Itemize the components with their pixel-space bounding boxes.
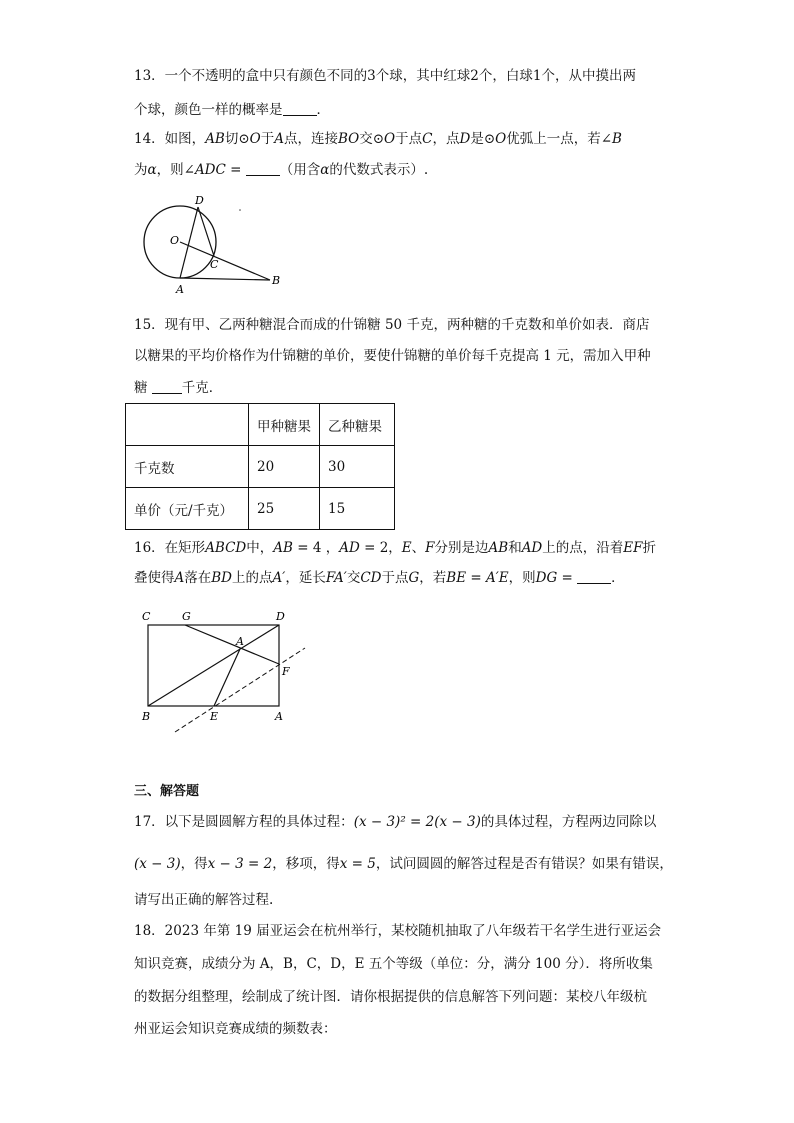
label-b: B <box>272 274 281 287</box>
q16-text: 叠使得 <box>134 570 175 586</box>
q14-text: ，点 <box>432 131 460 147</box>
answer-blank-15[interactable] <box>152 379 182 394</box>
label-a-prime: A <box>236 635 244 648</box>
label-d: D <box>276 610 285 623</box>
candy-table <box>125 403 395 530</box>
table-header-cell <box>126 404 249 446</box>
table-cell: 20 <box>249 446 320 488</box>
q18-line4: 州亚运会知识竞赛成绩的频数表： <box>134 1021 337 1037</box>
q16-var: AB <box>488 540 509 556</box>
q14-var: B <box>612 131 622 147</box>
label-f: F <box>282 665 290 678</box>
q14-var: ⊙O <box>238 131 261 147</box>
q13-line2-text: 个球，颜色一样的概率是 <box>134 102 283 118</box>
q16-text: ，延长 <box>285 570 326 586</box>
q14-text: 的代数式表示）. <box>329 162 429 178</box>
q14-text: 交 <box>359 131 373 147</box>
q13-line1: 13．一个不透明的盒中只有颜色不同的3个球，其中红球2个，白球1个，从中摸出两 <box>134 68 636 84</box>
q16-var: EF <box>623 540 643 556</box>
q16-text: ，则 <box>508 570 536 586</box>
q16-text: 和 <box>508 540 522 556</box>
answer-blank-16[interactable] <box>577 569 611 584</box>
q16-text: = 2， <box>359 540 402 556</box>
table-cell: 千克数 <box>126 446 249 488</box>
q17-equation: (x − 3) <box>134 856 181 872</box>
label-a: A <box>176 283 184 296</box>
figure-circle-tangent <box>130 190 300 300</box>
q16-text: 16．在矩形 <box>134 540 206 556</box>
label-c: C <box>210 258 219 271</box>
q14-text: 于 <box>260 131 275 147</box>
q16-var: E <box>401 540 412 556</box>
q16-line2 <box>134 568 674 588</box>
label-d: D <box>195 194 204 207</box>
q16-var: AB <box>273 540 293 556</box>
q17-text: 17．以下是圆圆解方程的具体过程： <box>134 814 354 830</box>
q16-var: ABCD <box>205 540 247 556</box>
q17-line1 <box>134 812 674 832</box>
q16-text: 分别是边 <box>434 540 489 556</box>
q14-text: 点，连接 <box>284 131 338 147</box>
q14-text: = <box>225 162 246 178</box>
q14-var: BO <box>338 131 360 147</box>
answer-blank-14[interactable] <box>246 161 280 176</box>
q14-text: 切 <box>224 131 239 147</box>
q16-var: BD <box>211 570 232 586</box>
section-heading: 三、解答题 <box>134 784 200 799</box>
q16-text: 交 <box>346 570 361 586</box>
q16-text: ． <box>611 570 625 586</box>
q14-var: AB <box>205 131 225 147</box>
q18-line1: 18．2023 年第 19 届亚运会在杭州举行，某校随机抽取了八年级若干名学生进行亚运会 <box>134 923 662 939</box>
q14-var: D <box>459 131 471 147</box>
table-cell: 单价（元/千克） <box>126 488 249 530</box>
q16-var: DG <box>535 570 558 586</box>
dot-mark <box>239 209 241 211</box>
table-cell: 15 <box>320 488 395 530</box>
fold-line-ef <box>175 648 305 732</box>
q14-var: C <box>422 131 433 147</box>
q14-var: ⊙O <box>483 131 507 147</box>
q17-text: ，得 <box>180 856 208 872</box>
q14-text: 于点 <box>395 131 423 147</box>
q15-text: 千克． <box>181 380 223 396</box>
q17-line2 <box>134 854 674 874</box>
table-cell: 30 <box>320 446 395 488</box>
q16-var: A′ <box>272 570 286 586</box>
q16-var: A′E <box>485 570 509 586</box>
q16-text: 上的点 <box>232 570 273 586</box>
q18-line3: 的数据分组整理，绘制成了统计图．请你根据提供的信息解答下列问题：某校八年级杭 <box>134 989 647 1005</box>
q13-line2-end: ． <box>316 102 330 118</box>
segment-dc <box>198 207 214 256</box>
q16-text: 落在 <box>184 570 212 586</box>
figure-rectangle-fold <box>135 605 315 735</box>
q17-text: 的具体过程，方程两边同除以 <box>480 814 657 830</box>
q14-var: ADC <box>194 162 226 178</box>
q14-var: A <box>274 131 284 147</box>
q17-text: ，试问圆圆的解答过程是否有错误？如果有错误， <box>375 856 673 872</box>
table-header-cell: 甲种糖果 <box>249 404 320 446</box>
q15-text: 糖 <box>134 380 152 396</box>
q16-text: 、 <box>411 540 426 556</box>
q14-var: α <box>147 162 157 178</box>
q17-equation: x = 5 <box>339 856 376 872</box>
q16-var: A <box>174 570 185 586</box>
label-a: A <box>275 710 283 723</box>
table-row <box>126 446 395 488</box>
q17-text: ，移项，得 <box>272 856 340 872</box>
q16-var: G <box>408 570 420 586</box>
q16-text: = <box>557 570 578 586</box>
q16-line1 <box>134 538 674 558</box>
q13-line2 <box>134 100 674 120</box>
label-g: G <box>182 610 191 623</box>
label-c: C <box>142 610 151 623</box>
q16-text: 于点 <box>381 570 409 586</box>
segment-gf <box>185 625 279 664</box>
q16-var: AD <box>521 540 543 556</box>
q15-line1: 15．现有甲、乙两种糖混合而成的什锦糖 50 千克，两种糖的千克数和单价如表．商店 <box>134 317 650 333</box>
segment-ob <box>180 242 270 280</box>
label-e: E <box>210 710 219 723</box>
q14-var: ⊙O <box>372 131 396 147</box>
q16-var: FA′ <box>325 570 347 586</box>
q14-text: 优弧上一点，若∠ <box>506 131 613 147</box>
q14-text: ，则∠ <box>156 162 195 178</box>
q17-line3: 请写出正确的解答过程. <box>134 892 274 908</box>
label-o: O <box>170 234 180 247</box>
q18-line2: 知识竞赛，成绩分为 A，B，C，D，E 五个等级（单位：分，满分 100 分）．将所收集 <box>134 956 653 972</box>
q16-text: 折 <box>642 540 656 556</box>
table-header-row <box>126 404 395 446</box>
q16-text: 中， <box>246 540 274 556</box>
table-cell: 25 <box>249 488 320 530</box>
q14-text: 为 <box>134 162 148 178</box>
q14-text: （用含 <box>279 162 321 178</box>
q14-line1 <box>134 129 674 149</box>
answer-blank-13[interactable] <box>283 101 317 116</box>
q14-var: α <box>320 162 330 178</box>
q16-text: ，若 <box>419 570 447 586</box>
q17-equation: (x − 3)² = 2(x − 3) <box>353 814 481 830</box>
q16-var: BE <box>446 570 467 586</box>
q16-text: 上的点，沿着 <box>542 540 624 556</box>
q15-line2: 以糖果的平均价格作为什锦糖的单价，要使什锦糖的单价每千克提高 1 元，需加入甲种 <box>134 348 651 364</box>
q14-line2 <box>134 160 674 180</box>
q16-var: AD <box>339 540 360 556</box>
q16-text: = 4 ， <box>292 540 340 556</box>
q16-var: CD <box>360 570 382 586</box>
q14-text: 是 <box>470 131 484 147</box>
label-b: B <box>142 710 151 723</box>
segment-ab <box>180 278 270 280</box>
table-row <box>126 488 395 530</box>
q14-text: 14．如图， <box>134 131 206 147</box>
q16-var: F <box>425 540 435 556</box>
q16-text: = <box>466 570 486 586</box>
table-header-cell: 乙种糖果 <box>320 404 395 446</box>
q17-equation: x − 3 = 2 <box>207 856 273 872</box>
q15-line3 <box>134 378 674 398</box>
